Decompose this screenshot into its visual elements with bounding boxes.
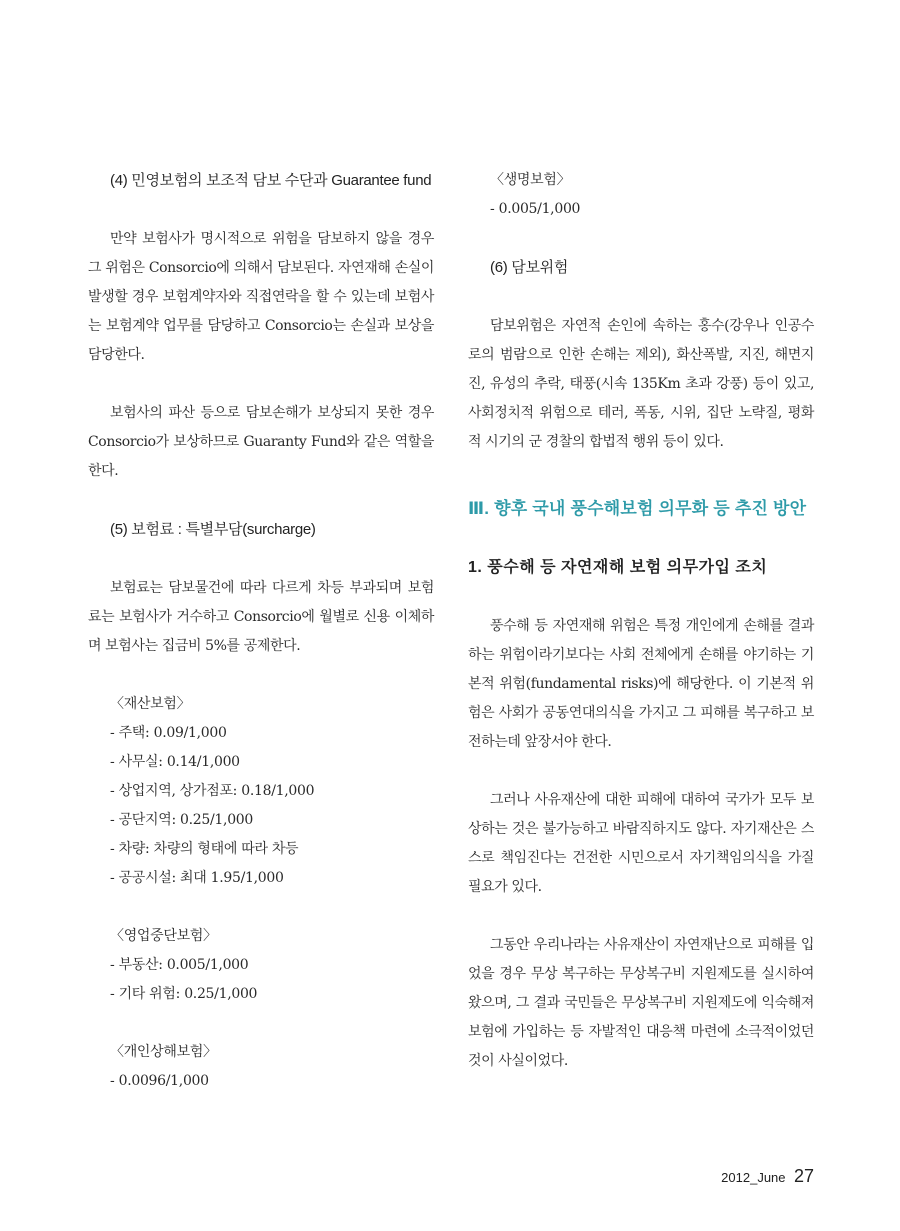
paragraph-free-recovery: 그동안 우리나라는 사유재산이 자연재난으로 피해를 입었을 경우 무상 복구하는 무상복구비 지원제도를 실시하여 왔으며, 그 결과 국민들은 무상복구비 지원제도에 익숙해져 보험에 가입하는 등 자발적인 대응책 마련에 소극적이었던 것이 사실이었다. — [468, 937, 814, 1069]
paragraph-consorcio-coverage: 만약 보험사가 명시적으로 위험을 담보하지 않을 경우 그 위험은 Consorcio에 의해서 담보된다. 자연재해 손실이 발생할 경우 보험계약자와 직접연락을 할 수 있는데 보험사는 보험계약 업무를 담당하고 Consorcio는 손실과 보상을 담당한다. — [88, 231, 434, 363]
list-item: - 사무실: 0.14/1,000 — [110, 754, 240, 770]
heading-covered-risks: (6) 담보위험 — [490, 259, 569, 276]
list-item: - 차량: 차량의 형태에 따라 차등 — [110, 841, 299, 857]
list-item: - 주택: 0.09/1,000 — [110, 725, 227, 741]
list-item: - 0.005/1,000 — [490, 201, 581, 217]
list-title-business-interruption: 〈영업중단보험〉 — [110, 928, 217, 944]
sub-title: 1. 풍수해 등 자연재해 보험 의무가입 조치 — [468, 559, 768, 576]
list-title-property: 〈재산보험〉 — [110, 696, 191, 712]
list-item: - 부동산: 0.005/1,000 — [110, 957, 249, 973]
right-column — [468, 166, 814, 1076]
list-title-life: 〈생명보험〉 — [490, 172, 571, 188]
paragraph-premium: 보험료는 담보물건에 따라 다르게 차등 부과되며 보험료는 보험사가 거수하고 Consorcio에 월별로 신용 이체하며 보험사는 집금비 5%를 공제한다. — [88, 580, 434, 654]
section-title: Ⅲ. 향후 국내 풍수해보험 의무화 등 추진 방안 — [468, 499, 807, 518]
heading-premium: (5) 보험료 : 특별부담(surcharge) — [110, 521, 316, 538]
list-item: - 기타 위험: 0.25/1,000 — [110, 986, 258, 1002]
page-footer — [721, 1166, 814, 1187]
list-item: - 상업지역, 상가점포: 0.18/1,000 — [110, 783, 315, 799]
left-column — [88, 166, 434, 1096]
paragraph-fundamental-risks: 풍수해 등 자연재해 위험은 특정 개인에게 손해를 결과하는 위험이라기보다는 사회 전체에게 손해를 야기하는 기본적 위험(fundamental risks)에 해당한다. 이 기본적 위험은 사회가 공동연대의식을 가지고 그 피해를 복구하고 보전하는데 앞장서야 한다. — [468, 618, 814, 750]
list-item: - 0.0096/1,000 — [110, 1073, 209, 1089]
heading-guarantee-fund: (4) 민영보험의 보조적 담보 수단과 Guarantee fund — [110, 172, 432, 189]
list-item: - 공단지역: 0.25/1,000 — [110, 812, 254, 828]
list-item: - 공공시설: 최대 1.95/1,000 — [110, 870, 284, 886]
footer-date: 2012_June — [721, 1170, 786, 1185]
paragraph-guaranty-role: 보험사의 파산 등으로 담보손해가 보상되지 못한 경우 Consorcio가 보상하므로 Guaranty Fund와 같은 역할을 한다. — [88, 405, 434, 479]
list-title-personal-accident: 〈개인상해보험〉 — [110, 1044, 217, 1060]
paragraph-self-responsibility: 그러나 사유재산에 대한 피해에 대하여 국가가 모두 보상하는 것은 불가능하고 바람직하지도 않다. 자기재산은 스스로 책임진다는 건전한 시민으로서 자기책임의식을 가질 필요가 있다. — [468, 792, 814, 895]
paragraph-covered-risks: 담보위험은 자연적 손인에 속하는 홍수(강우나 인공수로의 범람으로 인한 손해는 제외), 화산폭발, 지진, 해면지진, 유성의 추락, 태풍(시속 135Km 초과 강풍) 등이 있고, 사회정치적 위험으로 테러, 폭동, 시위, 집단 노략질, 평화적 시기의 군 경찰의 합법적 행위 등이 있다. — [468, 318, 814, 450]
page-number: 27 — [793, 1166, 814, 1186]
